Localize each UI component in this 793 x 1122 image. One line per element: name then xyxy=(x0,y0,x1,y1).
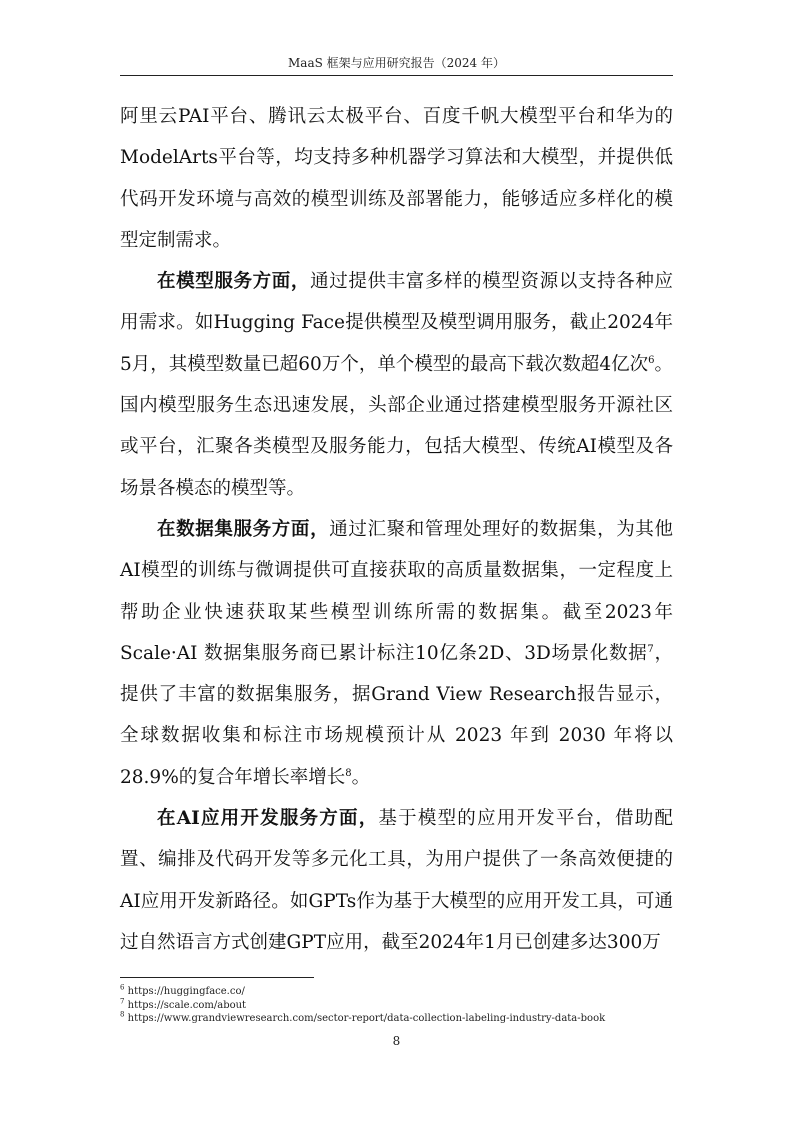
footnote-link[interactable]: https://www.grandviewresearch.com/sector-report/data-collection-labeling-industry-data-book xyxy=(127,1013,606,1024)
footnote-rule xyxy=(120,977,314,978)
footnotes xyxy=(120,985,673,1026)
paragraph-text: 阿里云PAI平台、腾讯云太极平台、百度千帆大模型平台和华为的ModelArts平台等，均支持多种机器学习算法和大模型，并提供低代码开发环境与高效的模型训练及部署能力，能够适应多样化的模型定制需求。 xyxy=(120,106,673,251)
paragraph-platforms xyxy=(120,96,673,261)
footnote-link[interactable]: https://scale.com/about xyxy=(127,999,247,1011)
paragraph-heading: 在AI应用开发服务方面， xyxy=(157,808,379,830)
paragraph-heading: 在模型服务方面， xyxy=(157,271,311,293)
header-rule xyxy=(120,75,673,76)
footnote-ref: 7 xyxy=(647,643,654,655)
footnote-number: 7 xyxy=(120,997,125,1006)
footnote-ref: 6 xyxy=(648,354,655,366)
footnote-item xyxy=(120,999,673,1013)
footnote-number: 6 xyxy=(120,983,125,992)
paragraph-text: 通过提供丰富多样的模型资源以支持各种应用需求。如Hugging Face提供模型及模型调用服务，截止2024年5月，其模型数量已超60万个，单个模型的最高下载次数超4亿次 xyxy=(120,271,673,375)
footnote-link[interactable]: https://huggingface.co/ xyxy=(127,986,245,997)
paragraph-app-dev-service xyxy=(120,798,673,963)
running-header: MaaS 框架与应用研究报告（2024 年） xyxy=(288,56,505,70)
paragraph-model-service xyxy=(120,261,673,509)
footnote-number: 8 xyxy=(120,1010,125,1019)
footnote-ref: 8 xyxy=(345,767,352,779)
page-number: 8 xyxy=(392,1034,401,1048)
paragraph-text: 通过汇聚和管理处理好的数据集，为其他AI模型的训练与微调提供可直接获取的高质量数据集，一定程度上帮助企业快速获取某些模型训练所需的数据集。截至2023年Scale·AI 数据集服务商已累计标注10亿条2D、3D场景化数据 xyxy=(120,518,673,664)
footnote-item xyxy=(120,985,673,999)
paragraph-heading: 在数据集服务方面， xyxy=(157,518,330,540)
paragraph-text: 基于模型的应用开发平台，借助配置、编排及代码开发等多元化工具，为用户提供了一条高效便捷的AI应用开发新路径。如GPTs作为基于大模型的应用开发工具，可通过自然语言方式创建GPT应用，截至2024年1月已创建多达300万 xyxy=(120,808,673,953)
paragraph-text: 。 xyxy=(351,766,371,788)
paragraph-text: ，提供了丰富的数据集服务，据Grand View Research报告显示， 全球数据收集和标注市场规模预计从 2023 年到 2030 年将以 28.9%的复合年增长率增长 xyxy=(120,642,673,788)
footnote-item xyxy=(120,1012,673,1026)
body-text xyxy=(120,96,673,963)
paragraph-dataset-service xyxy=(120,509,673,798)
paragraph-text: 。国内模型服务生态迅速发展，头部企业通过搭建模型服务开源社区或平台，汇聚各类模型及服务能力，包括大模型、传统AI模型及各场景各模态的模型等。 xyxy=(120,353,673,499)
